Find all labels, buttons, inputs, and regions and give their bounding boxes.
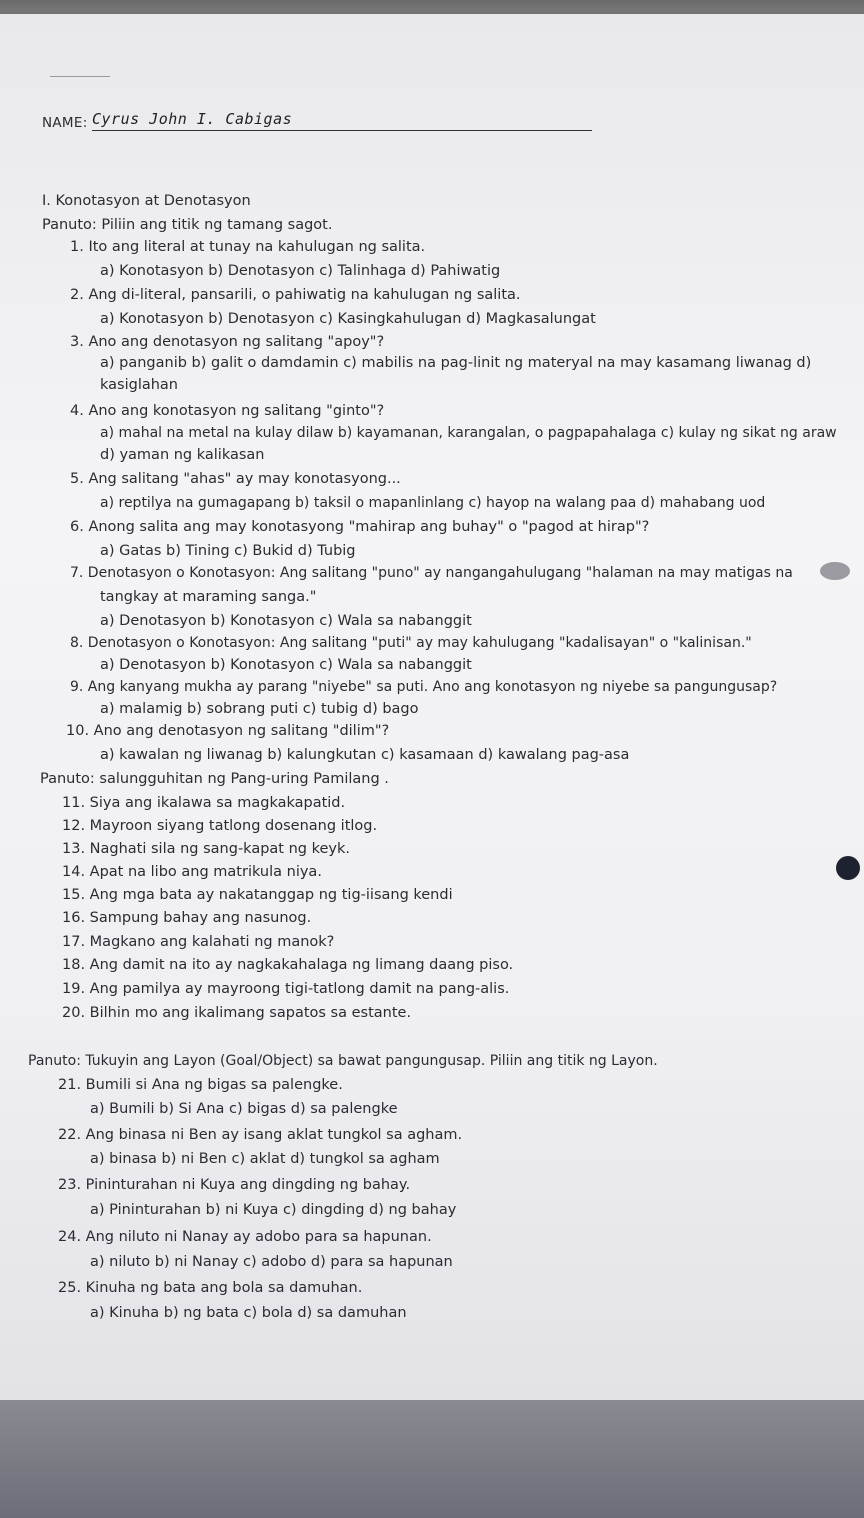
question-6: 6. Anong salita ang may konotasyong "mahirap ang buhay" o "pagod at hirap"? bbox=[70, 519, 650, 535]
pencil-mark bbox=[50, 76, 110, 77]
question-14: 14. Apat na libo ang matrikula niya. bbox=[62, 864, 322, 880]
question-5: 5. Ang salitang "ahas" ay may konotasyong... bbox=[70, 471, 401, 487]
question-23-choices: a) Pininturahan b) ni Kuya c) dingding d) ng bahay bbox=[90, 1202, 457, 1218]
question-7: 7. Denotasyon o Konotasyon: Ang salitang "puno" ay nangangahulugang "halaman na may matigas na bbox=[70, 565, 793, 581]
instruction-part3: Panuto: Tukuyin ang Layon (Goal/Object) sa bawat pangungusap. Piliin ang titik ng Layon. bbox=[28, 1053, 658, 1069]
question-19: 19. Ang pamilya ay mayroong tigi-tatlong damit na pang-alis. bbox=[62, 981, 510, 997]
name-field[interactable]: Cyrus John I. Cabigas bbox=[92, 110, 592, 131]
background-bottom bbox=[0, 1400, 864, 1518]
question-25: 25. Kinuha ng bata ang bola sa damuhan. bbox=[58, 1280, 363, 1296]
question-4: 4. Ano ang konotasyon ng salitang "ginto"? bbox=[70, 403, 385, 419]
question-16: 16. Sampung bahay ang nasunog. bbox=[62, 910, 312, 926]
question-13: 13. Naghati sila ng sang-kapat ng keyk. bbox=[62, 841, 350, 857]
question-11: 11. Siya ang ikalawa sa magkakapatid. bbox=[62, 795, 346, 811]
question-3: 3. Ano ang denotasyon ng salitang "apoy"? bbox=[70, 334, 385, 350]
question-1: 1. Ito ang literal at tunay na kahulugan ng salita. bbox=[70, 239, 426, 255]
question-25-choices: a) Kinuha b) ng bata c) bola d) sa damuhan bbox=[90, 1305, 407, 1321]
question-3-choices: a) panganib b) galit o damdamin c) mabilis na pag-linit ng materyal na may kasamang liwanag d) bbox=[100, 355, 812, 371]
question-18: 18. Ang damit na ito ay nagkakahalaga ng limang daang piso. bbox=[62, 957, 514, 973]
question-17: 17. Magkano ang kalahati ng manok? bbox=[62, 934, 335, 950]
section-title: I. Konotasyon at Denotasyon bbox=[42, 193, 251, 209]
question-2: 2. Ang di-literal, pansarili, o pahiwatig na kahulugan ng salita. bbox=[70, 287, 521, 303]
question-9: 9. Ang kanyang mukha ay parang "niyebe" sa puti. Ano ang konotasyon ng niyebe sa pangungusap? bbox=[70, 679, 778, 695]
question-20: 20. Bilhin mo ang ikalimang sapatos sa estante. bbox=[62, 1005, 412, 1021]
question-4-choices-cont: d) yaman ng kalikasan bbox=[100, 447, 265, 463]
name-label: NAME: bbox=[42, 115, 88, 131]
question-24: 24. Ang niluto ni Nanay ay adobo para sa hapunan. bbox=[58, 1229, 432, 1245]
instruction-part2: Panuto: salungguhitan ng Pang-uring Pamilang . bbox=[40, 771, 389, 787]
question-21-choices: a) Bumili b) Si Ana c) bigas d) sa palengke bbox=[90, 1101, 398, 1117]
question-24-choices: a) niluto b) ni Nanay c) adobo d) para sa hapunan bbox=[90, 1254, 453, 1270]
question-7-cont: tangkay at maraming sanga." bbox=[100, 589, 317, 605]
question-9-choices: a) malamig b) sobrang puti c) tubig d) bago bbox=[100, 701, 419, 717]
instruction-part1: Panuto: Piliin ang titik ng tamang sagot. bbox=[42, 217, 333, 233]
question-7-choices: a) Denotasyon b) Konotasyon c) Wala sa nabanggit bbox=[100, 613, 472, 629]
question-10-choices: a) kawalan ng liwanag b) kalungkutan c) kasamaan d) kawalang pag-asa bbox=[100, 747, 630, 763]
hole-punch-dot bbox=[836, 856, 860, 880]
question-4-choices: a) mahal na metal na kulay dilaw b) kayamanan, karangalan, o pagpapahalaga c) kulay ng sikat ng araw bbox=[100, 425, 837, 441]
question-22-choices: a) binasa b) ni Ben c) aklat d) tungkol sa agham bbox=[90, 1151, 440, 1167]
question-1-choices: a) Konotasyon b) Denotasyon c) Talinhaga d) Pahiwatig bbox=[100, 263, 501, 279]
question-21: 21. Bumili si Ana ng bigas sa palengke. bbox=[58, 1077, 343, 1093]
question-6-choices: a) Gatas b) Tining c) Bukid d) Tubig bbox=[100, 543, 356, 559]
question-2-choices: a) Konotasyon b) Denotasyon c) Kasingkahulugan d) Magkasalungat bbox=[100, 311, 596, 327]
hole-punch-mark bbox=[820, 562, 850, 580]
question-8: 8. Denotasyon o Konotasyon: Ang salitang "puti" ay may kahulugang "kadalisayan" o "kalinisan." bbox=[70, 635, 752, 651]
question-12: 12. Mayroon siyang tatlong dosenang itlog. bbox=[62, 818, 378, 834]
question-15: 15. Ang mga bata ay nakatanggap ng tig-iisang kendi bbox=[62, 887, 453, 903]
question-5-choices: a) reptilya na gumagapang b) taksil o mapanlinlang c) hayop na walang paa d) mahabang uod bbox=[100, 495, 766, 511]
question-10: 10. Ano ang denotasyon ng salitang "dilim"? bbox=[66, 723, 390, 739]
question-22: 22. Ang binasa ni Ben ay isang aklat tungkol sa agham. bbox=[58, 1127, 463, 1143]
question-3-choices-cont: kasiglahan bbox=[100, 377, 178, 393]
question-23: 23. Pininturahan ni Kuya ang dingding ng bahay. bbox=[58, 1177, 411, 1193]
question-8-choices: a) Denotasyon b) Konotasyon c) Wala sa nabanggit bbox=[100, 657, 472, 673]
